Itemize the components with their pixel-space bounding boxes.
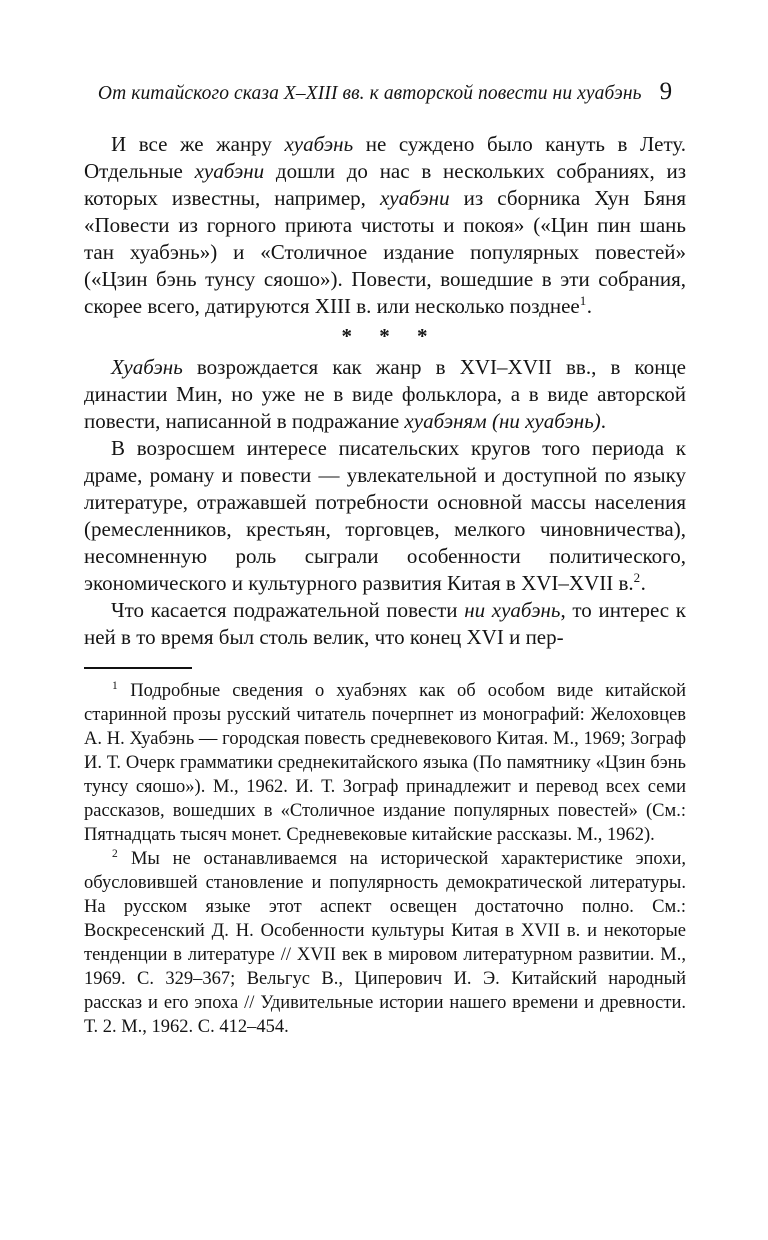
page-number: 9 <box>659 78 673 105</box>
footnotes-section <box>84 667 686 1039</box>
running-title: От китайского сказа X–XIII вв. к авторской повести ни хуабэнь <box>97 83 642 104</box>
footnote-2: $^2$ Мы не останавливаемся на исторической характеристике эпохи, обусловившей становление и популярность демократической литературы. На русском языке этот аспект освещен достаточно полно. См.: Воскресенский Д. Н. Особенности культуры Китая в XVII в. и некоторые тенденции в литературе // XVII век в мировом литературном развитии. М., 1969. С. 329–367; Вельгус В., Циперович И. Э. Китайский народный рассказ и его эпоха // Удивительные истории нашего времени и древности. Т. 2. М., 1962. С. 412–454. <box>84 847 686 1037</box>
paragraph-1: И все же жанру хуабэнь не суждено было кануть в Лету. Отдельные хуабэни дошли до нас в нескольких собраниях, из которых известны, например, хуабэни из сборника Хун Бяня «Повести из горного приюта чистоты и покоя» («Цин пин шань тан хуабэнь») и «Столичное издание популярных повестей» («Цзин бэнь тунсу сяошо»). Повести, вошедшие в эти собрания, скорее всего, датируются XIII в. или несколько позднее$^1$. <box>84 132 687 318</box>
section-separator: * * * <box>341 324 429 348</box>
paragraph-3: В возросшем интересе писательских кругов того периода к драме, роману и повести — увлекательной и доступной по языку литературе, отражавшей потребности основной массы населения (ремесленников, крестьян, торговцев, мелкого чиновничества), несомненную роль сыграли особенности политического, экономического и культурного развития Китая в XVI–XVII в.$^2$. <box>84 436 686 595</box>
footnote-1: $^1$ Подробные сведения о хуабэнях как об особом виде китайской старинной прозы русский читатель почерпнет из монографий: Желоховцев А. Н. Хуабэнь — городская повесть средневекового Китая. М., 1969; Зограф И. Т. Очерк грамматики среднекитайского языка (По памятнику «Цзин бэнь тунсу сяошо»). М., 1962. И. Т. Зограф принадлежит и перевод всех семи рассказов, вошедших в «Столичное издание популярных повестей» (См.: Пятнадцать тысяч монет. Средневековые китайские рассказы. М., 1962). <box>84 679 686 845</box>
body-text <box>84 131 686 651</box>
footnote-divider <box>84 667 192 669</box>
page-header <box>84 78 686 106</box>
paragraph-4: Что касается подражательной повести ни хуабэнь, то интерес к ней в то время был столь велик, что конец XVI и пер- <box>84 598 686 649</box>
paragraph-2: Хуабэнь возрождается как жанр в XVI–XVII вв., в конце династии Мин, но уже не в виде фольклора, а в виде авторской повести, написанной в подражание хуабэням (ни хуабэнь). <box>84 355 686 433</box>
